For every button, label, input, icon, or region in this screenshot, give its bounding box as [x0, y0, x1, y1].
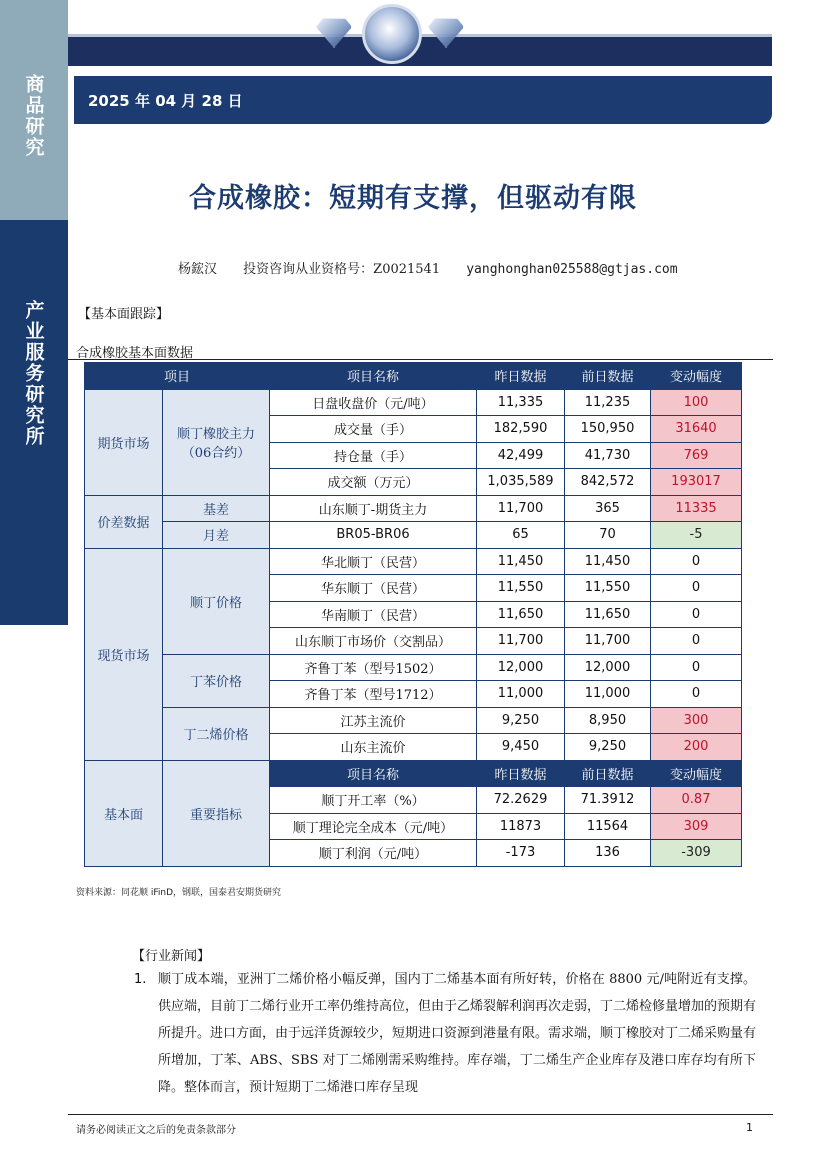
- row-name: 江苏主流价: [270, 707, 477, 734]
- row-name: 山东主流价: [270, 734, 477, 761]
- row-prev: 11,700: [565, 628, 651, 655]
- row-prev: 11,450: [565, 548, 651, 575]
- row-yesterday: 11,450: [477, 548, 565, 575]
- row-yesterday: 1,035,589: [477, 469, 565, 496]
- row-change: 0.87: [651, 787, 742, 814]
- footer-rule: [68, 1114, 773, 1115]
- group-spread: 价差数据: [85, 495, 163, 548]
- row-yesterday: 9,450: [477, 734, 565, 761]
- row-yesterday: 11,650: [477, 601, 565, 628]
- group-futures: 期货市场: [85, 389, 163, 495]
- row-change: 0: [651, 548, 742, 575]
- row-change: 200: [651, 734, 742, 761]
- row-change: -309: [651, 840, 742, 867]
- row-yesterday: 9,250: [477, 707, 565, 734]
- row-change: 309: [651, 813, 742, 840]
- author-line: [178, 258, 700, 277]
- group-spot-bd: 丁苯价格: [163, 654, 270, 707]
- row-yesterday: 182,590: [477, 416, 565, 443]
- row-yesterday: 12,000: [477, 654, 565, 681]
- row-name: 顺丁理论完全成本（元/吨）: [270, 813, 477, 840]
- row-prev: 11,650: [565, 601, 651, 628]
- row-name: 山东顺丁市场价（交割品）: [270, 628, 477, 655]
- row-change: 100: [651, 389, 742, 416]
- group-fundamentals-sub: 重要指标: [163, 760, 270, 866]
- page-number: 1: [746, 1121, 753, 1134]
- group-spot-br: 顺丁价格: [163, 548, 270, 654]
- row-name: 顺丁开工率（%）: [270, 787, 477, 814]
- subheader-yesterday: 昨日数据: [477, 760, 565, 787]
- author-email[interactable]: yanghonghan025588@gtjas.com: [466, 262, 678, 277]
- row-name: 华东顺丁（民营）: [270, 575, 477, 602]
- group-fundamentals: 基本面: [85, 760, 163, 866]
- row-prev: 41,730: [565, 442, 651, 469]
- row-yesterday: 11,335: [477, 389, 565, 416]
- subheader-prev: 前日数据: [565, 760, 651, 787]
- row-change: 0: [651, 601, 742, 628]
- row-yesterday: 11,700: [477, 495, 565, 522]
- news-item-number: 1.: [134, 972, 147, 987]
- news-item-text: 顺丁成本端，亚洲丁二烯价格小幅反弹，国内丁二烯基本面有所好转，价格在 8800 元/吨附近有支撑。供应端，目前丁二烯行业开工率仍维持高位，但由于乙烯裂解利润再次走弱，丁二烯检修量增加的预期有所提升。进口方面，由于远洋货源较少，短期进口资源到港量有限。需求端，顺丁橡胶对丁二烯采购量有所增加，丁苯、ABS、SBS 对丁二烯刚需采购维持。库存端，丁二烯生产企业库存及港口库存均有所下降。整体而言，预计短期丁二烯港口库存呈现: [158, 972, 757, 1095]
- row-change: 31640: [651, 416, 742, 443]
- row-change: 0: [651, 654, 742, 681]
- row-yesterday: -173: [477, 840, 565, 867]
- row-prev: 71.3912: [565, 787, 651, 814]
- group-futures-sub: 顺丁橡胶主力（06合约）: [163, 389, 270, 495]
- row-yesterday: 11873: [477, 813, 565, 840]
- row-name: 华南顺丁（民营）: [270, 601, 477, 628]
- row-change: 0: [651, 628, 742, 655]
- row-yesterday: 11,000: [477, 681, 565, 708]
- table-row: [85, 707, 742, 734]
- row-name: 持仓量（手）: [270, 442, 477, 469]
- row-prev: 12,000: [565, 654, 651, 681]
- table-row: [85, 389, 742, 416]
- row-change: -5: [651, 522, 742, 549]
- group-spot: 现货市场: [85, 548, 163, 760]
- row-prev: 842,572: [565, 469, 651, 496]
- row-change: 769: [651, 442, 742, 469]
- row-yesterday: 65: [477, 522, 565, 549]
- subheader-name: 项目名称: [270, 760, 477, 787]
- row-prev: 11564: [565, 813, 651, 840]
- header-change: 变动幅度: [651, 363, 742, 390]
- sidebar-label-commodity-research: 商品研究: [22, 74, 45, 158]
- row-prev: 11,235: [565, 389, 651, 416]
- row-name: 齐鲁丁苯（型号1712）: [270, 681, 477, 708]
- row-prev: 9,250: [565, 734, 651, 761]
- row-yesterday: 42,499: [477, 442, 565, 469]
- footer-disclaimer[interactable]: 请务必阅读正文之后的免责条款部分: [76, 1125, 236, 1136]
- row-sub-basis: 基差: [163, 495, 270, 522]
- report-date: 2025 年 04 月 28 日: [88, 92, 243, 110]
- section-fundamentals-heading: 【基本面跟踪】: [78, 307, 170, 322]
- table-row: [85, 522, 742, 549]
- row-yesterday: 72.2629: [477, 787, 565, 814]
- row-name: 成交额（万元）: [270, 469, 477, 496]
- table-row: [85, 654, 742, 681]
- row-name: BR05-BR06: [270, 522, 477, 549]
- author-license: 投资咨询从业资格号：Z0021541: [243, 262, 441, 277]
- row-prev: 11,550: [565, 575, 651, 602]
- row-change: 11335: [651, 495, 742, 522]
- subheader-change: 变动幅度: [651, 760, 742, 787]
- author-name: 杨鋐汉: [178, 262, 218, 277]
- header-item: 项目: [85, 363, 270, 390]
- row-prev: 136: [565, 840, 651, 867]
- table-subheader-row: [85, 760, 742, 787]
- row-name: 成交量（手）: [270, 416, 477, 443]
- row-yesterday: 11,550: [477, 575, 565, 602]
- row-prev: 70: [565, 522, 651, 549]
- row-sub-monthly: 月差: [163, 522, 270, 549]
- table-row: [85, 548, 742, 575]
- row-change: 0: [651, 575, 742, 602]
- row-prev: 8,950: [565, 707, 651, 734]
- row-name: 日盘收盘价（元/吨）: [270, 389, 477, 416]
- row-change: 0: [651, 681, 742, 708]
- sidebar-label-industry-institute: 产业服务研究所: [22, 300, 45, 447]
- row-name: 齐鲁丁苯（型号1502）: [270, 654, 477, 681]
- report-title: 合成橡胶：短期有支撑，但驱动有限: [189, 183, 637, 214]
- row-name: 山东顺丁-期货主力: [270, 495, 477, 522]
- group-spot-butadiene: 丁二烯价格: [163, 707, 270, 760]
- row-prev: 150,950: [565, 416, 651, 443]
- row-prev: 11,000: [565, 681, 651, 708]
- table-title: 合成橡胶基本面数据: [76, 346, 194, 361]
- row-change: 193017: [651, 469, 742, 496]
- row-name: 顺丁利润（元/吨）: [270, 840, 477, 867]
- row-yesterday: 11,700: [477, 628, 565, 655]
- fundamentals-table: [84, 362, 742, 867]
- row-change: 300: [651, 707, 742, 734]
- header-prev: 前日数据: [565, 363, 651, 390]
- table-top-rule: [68, 359, 773, 360]
- data-source-note: 资料来源：同花顺 iFinD，钢联，国泰君安期货研究: [76, 888, 282, 898]
- table-row: [85, 495, 742, 522]
- date-bar: [74, 76, 772, 124]
- header-yesterday: 昨日数据: [477, 363, 565, 390]
- section-news-heading: 【行业新闻】: [132, 949, 211, 964]
- row-prev: 365: [565, 495, 651, 522]
- table-header-row: [85, 363, 742, 390]
- row-name: 华北顺丁（民营）: [270, 548, 477, 575]
- header-name: 项目名称: [270, 363, 477, 390]
